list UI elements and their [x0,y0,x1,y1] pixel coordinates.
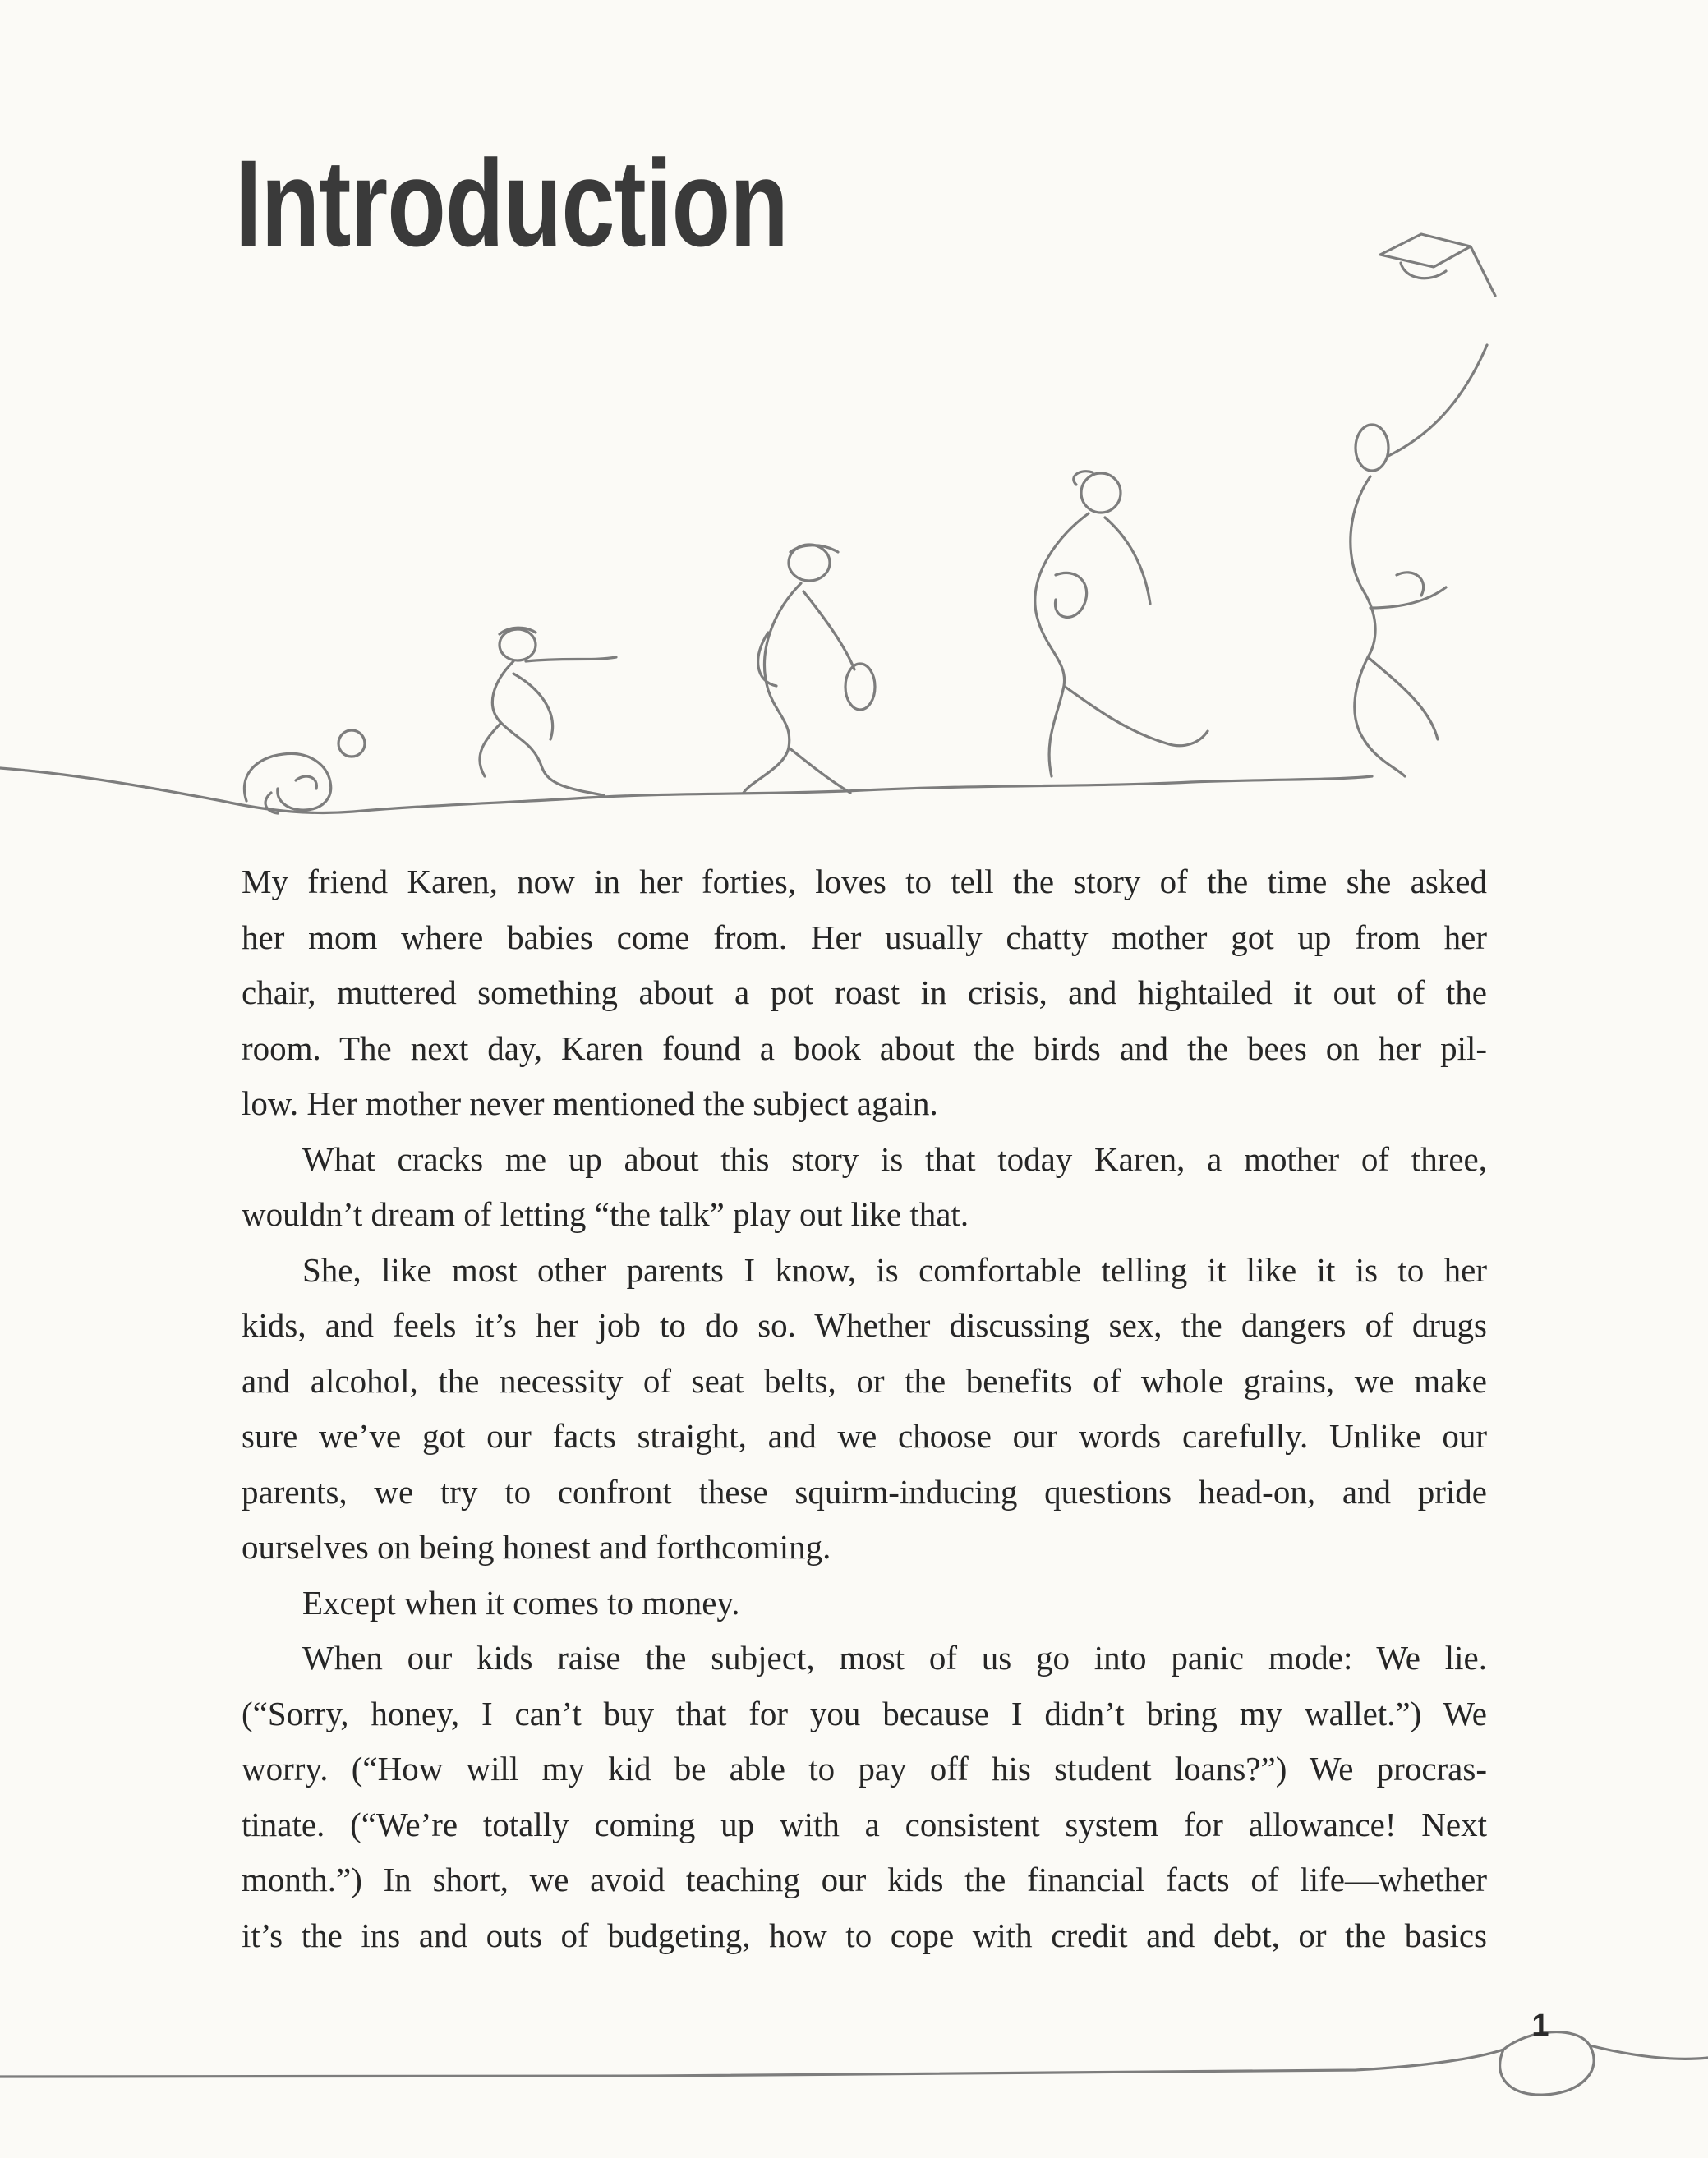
body-line: My friend Karen, now in her forties, loves to tell the story of the time she asked [242,863,1487,900]
page-number: 1 [1531,2008,1549,2043]
body-line: kids, and feels it’s her job to do so. Whether discussing sex, the dangers of drugs [242,1306,1487,1344]
body-line: and alcohol, the necessity of seat belts, or the benefits of whole grains, we make [242,1361,1487,1400]
body-line: When our kids raise the subject, most of us go into panic mode: We lie. [302,1639,1487,1677]
body-text [242,854,1487,1963]
body-line: What cracks me up about this story is that today Karen, a mother of three, [302,1139,1487,1178]
body-line: it’s the ins and outs of budgeting, how to cope with credit and debt, or the basics [242,1916,1487,1954]
body-line: Except when it comes to money. [302,1583,740,1622]
body-line: her mom where babies come from. Her usually chatty mother got up from her [242,918,1487,956]
body-line: low. Her mother never mentioned the subject again. [242,1084,938,1122]
chapter-title: Introduction [235,134,788,272]
body-line: wouldn’t dream of letting “the talk” play out like that. [242,1195,969,1233]
body-line: room. The next day, Karen found a book about the birds and the bees on her pil- [242,1028,1487,1067]
body-line: month.”) In short, we avoid teaching our kids the financial facts of life—whether [242,1861,1487,1898]
body-line: parents, we try to confront these squirm-inducing questions head-on, and pride [242,1472,1487,1511]
body-line: worry. (“How will my kid be able to pay off his student loans?”) We procras- [242,1750,1487,1788]
body-line: tinate. (“We’re totally coming up with a consistent system for allowance! Next [242,1805,1487,1843]
body-line: sure we’ve got our facts straight, and we choose our words carefully. Unlike our [242,1417,1487,1455]
body-line: ourselves on being honest and forthcoming. [242,1528,831,1566]
body-line: She, like most other parents I know, is comfortable telling it like it is to her [302,1250,1487,1289]
body-line: chair, muttered something about a pot roast in crisis, and hightailed it out of the [242,973,1487,1011]
body-line: (“Sorry, honey, I can’t buy that for you because I didn’t bring my wallet.”) We [242,1694,1487,1732]
